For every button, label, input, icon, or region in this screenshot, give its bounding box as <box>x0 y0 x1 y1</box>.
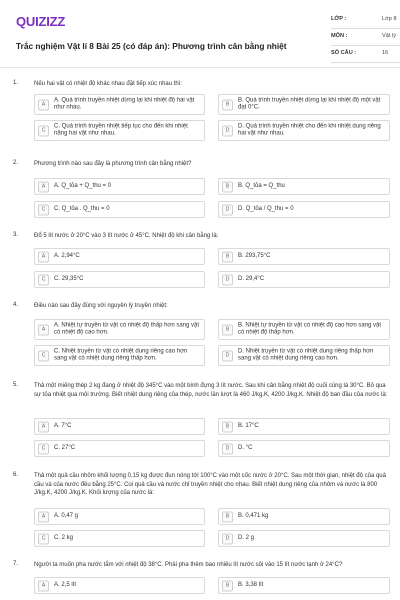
question-number: 1. <box>13 80 19 86</box>
option-letter-badge: A <box>38 181 49 192</box>
meta-key: MÔN : <box>331 33 348 39</box>
option-a[interactable] <box>34 418 205 435</box>
option-letter-badge: C <box>38 274 49 285</box>
option-text: D. Q_tỏa / Q_thu = 0 <box>238 205 294 212</box>
option-letter-badge: A <box>38 251 49 262</box>
question-text: Phương trình nào sau đây là phương trình cân bằng nhiệt? <box>34 161 192 167</box>
option-letter-badge: B <box>222 511 233 522</box>
question-text: Người ta muốn pha nước tắm với nhiệt độ 38°C. Phải pha thêm bao nhiêu lít nước sôi vào 15 lít nước lạnh ở 24°C? <box>34 562 343 568</box>
option-d[interactable] <box>218 345 390 366</box>
question-number: 2. <box>13 160 19 166</box>
option-a[interactable] <box>34 94 205 115</box>
option-a[interactable] <box>34 577 205 594</box>
option-text: C. Nhiệt truyền từ vật có nhiệt dung riêng cao hơn sang vật có nhiệt dung riêng thấp hơn. <box>54 347 188 362</box>
option-b[interactable] <box>218 94 390 115</box>
option-text: B. 17°C <box>238 422 259 429</box>
option-c[interactable] <box>34 120 205 141</box>
question-number: 4. <box>13 302 19 308</box>
meta-row-class <box>331 15 400 29</box>
option-a[interactable] <box>34 248 205 265</box>
question-number: 7. <box>13 561 19 567</box>
option-letter-badge: A <box>38 421 49 432</box>
question-number: 3. <box>13 232 19 238</box>
option-b[interactable] <box>218 508 390 525</box>
option-letter-badge: B <box>222 99 233 110</box>
option-text: D. °C <box>238 444 253 451</box>
option-d[interactable] <box>218 440 390 457</box>
option-text: A. Q_tỏa + Q_thu = 0 <box>54 182 112 189</box>
option-d[interactable] <box>218 120 390 141</box>
option-text: B. Nhiệt tự truyền từ vật có nhiệt độ cao hơn sang vật có nhiệt độ thấp hơn. <box>238 321 382 336</box>
option-c[interactable] <box>34 201 205 218</box>
option-text: D. Quá trình truyền nhiệt cho đến khi nhiệt dung riêng hai vật như nhau. <box>238 122 381 137</box>
option-letter-badge: B <box>222 251 233 262</box>
option-a[interactable] <box>34 178 205 195</box>
meta-key: SỐ CÂU : <box>331 50 357 56</box>
option-letter-badge: D <box>222 443 233 454</box>
meta-key: LỚP : <box>331 16 347 22</box>
page-title: Trắc nghiệm Vật lí 8 Bài 25 (có đáp án): Phương trình cân bằng nhiệt <box>16 41 287 51</box>
option-text: A. 0,47 g <box>54 512 79 519</box>
option-b[interactable] <box>218 248 390 265</box>
option-text: C. 29,35°C <box>54 275 84 282</box>
option-c[interactable] <box>34 440 205 457</box>
option-b[interactable] <box>218 577 390 594</box>
option-letter-badge: C <box>38 350 49 361</box>
option-letter-badge: D <box>222 350 233 361</box>
option-a[interactable] <box>34 319 205 340</box>
option-letter-badge: B <box>222 324 233 335</box>
option-letter-badge: A <box>38 580 49 591</box>
option-text: A. 2,94°C <box>54 252 80 259</box>
question-text: Điều nào sau đây đúng với nguyên lý truyền nhiệt: <box>34 303 168 309</box>
option-a[interactable] <box>34 508 205 525</box>
option-b[interactable] <box>218 418 390 435</box>
option-c[interactable] <box>34 345 205 366</box>
meta-value: Lớp 8 <box>382 16 397 22</box>
option-text: A. 7°C <box>54 422 72 429</box>
option-text: C. 2 kg <box>54 534 74 541</box>
meta-row-subject <box>331 32 400 46</box>
question-text: Đổ 5 lít nước ở 20°C vào 3 lít nước ở 45°C. Nhiệt độ khi cân bằng là: <box>34 233 219 239</box>
meta-box <box>331 15 400 66</box>
option-text: B. 293,75°C <box>238 252 271 259</box>
question-text: Thả một miếng thép 2 kg đang ở nhiệt độ 345°C vào một bình đựng 3 lít nước. Sau khi cân bằng nhiệt độ cuối cùng là 30°C. Bỏ qua sự tỏa nhiệt qua môi trường. Biết nhiệt dung riêng của thép, nước lần lượt là 460 J/kg.K, 4200 J/kg.K. Nhiệt độ ban đầu của nước là: <box>34 383 388 398</box>
option-letter-badge: A <box>38 511 49 522</box>
option-text: B. Quá trình truyền nhiệt dừng lại khi nhiệt độ một vật đạt 0°C. <box>238 96 381 111</box>
option-letter-badge: B <box>222 580 233 591</box>
option-letter-badge: B <box>222 181 233 192</box>
option-b[interactable] <box>218 319 390 340</box>
option-text: B. Q_tỏa = Q_thu <box>238 182 285 189</box>
option-letter-badge: D <box>222 125 233 136</box>
option-d[interactable] <box>218 530 390 547</box>
option-text: A. 2,5 lít <box>54 581 77 588</box>
option-letter-badge: C <box>38 443 49 454</box>
option-letter-badge: C <box>38 125 49 136</box>
option-text: C. 27°C <box>54 444 76 451</box>
meta-row-count <box>331 49 400 63</box>
option-d[interactable] <box>218 271 390 288</box>
question-number: 6. <box>13 472 19 478</box>
quizizz-logo: QUIZIZZ <box>16 14 66 29</box>
option-letter-badge: A <box>38 99 49 110</box>
option-letter-badge: D <box>222 274 233 285</box>
option-d[interactable] <box>218 201 390 218</box>
option-letter-badge: C <box>38 533 49 544</box>
question-number: 5. <box>13 382 19 388</box>
option-c[interactable] <box>34 530 205 547</box>
worksheet-header <box>15 11 397 61</box>
question-text: Nếu hai vật có nhiệt độ khác nhau đặt tiếp xúc nhau thì: <box>34 81 183 87</box>
question-text: Thả một quả cầu nhôm khối lượng 0,15 kg được đun nóng tới 100°C vào một cốc nước ở 20°C. Sau một thời gian, nhiệt độ của quả cầu và của nước đều bằng 25°C. Coi quả cầu và nước chỉ truyền nhiệt cho nhau. Biết nhiệt dung riêng của nhôm và nước là 800 J/kg.K, 4200 J/kg.K. Khối lượng của nước là: <box>34 473 386 497</box>
option-text: C. Q_tỏa . Q_thu = 0 <box>54 205 110 212</box>
option-letter-badge: D <box>222 533 233 544</box>
option-letter-badge: A <box>38 324 49 335</box>
option-text: B. 3,38 lít <box>238 581 264 588</box>
option-letter-badge: C <box>38 204 49 215</box>
option-text: D. Nhiệt truyền từ vật có nhiệt dung riêng thấp hơn sang vật có nhiệt dung riêng cao hơn. <box>238 347 374 362</box>
option-text: C. Quá trình truyền nhiệt tiếp tục cho đến khi nhiệt năng hai vật như nhau. <box>54 122 188 137</box>
option-text: A. Quá trình truyền nhiệt dừng lại khi nhiệt độ hai vật như nhau. <box>54 96 195 111</box>
meta-value: Vật lý <box>382 33 396 39</box>
option-c[interactable] <box>34 271 205 288</box>
option-text: B. 0,471 kg <box>238 512 269 519</box>
option-letter-badge: B <box>222 421 233 432</box>
option-b[interactable] <box>218 178 390 195</box>
header-divider <box>0 67 400 68</box>
option-text: D. 2 g <box>238 534 255 541</box>
meta-value: 16 <box>382 50 389 56</box>
option-text: A. Nhiệt tự truyền từ vật có nhiệt độ thấp hơn sang vật có nhiệt độ cao hơn. <box>54 321 200 336</box>
option-text: D. 29,4°C <box>238 275 265 282</box>
option-letter-badge: D <box>222 204 233 215</box>
